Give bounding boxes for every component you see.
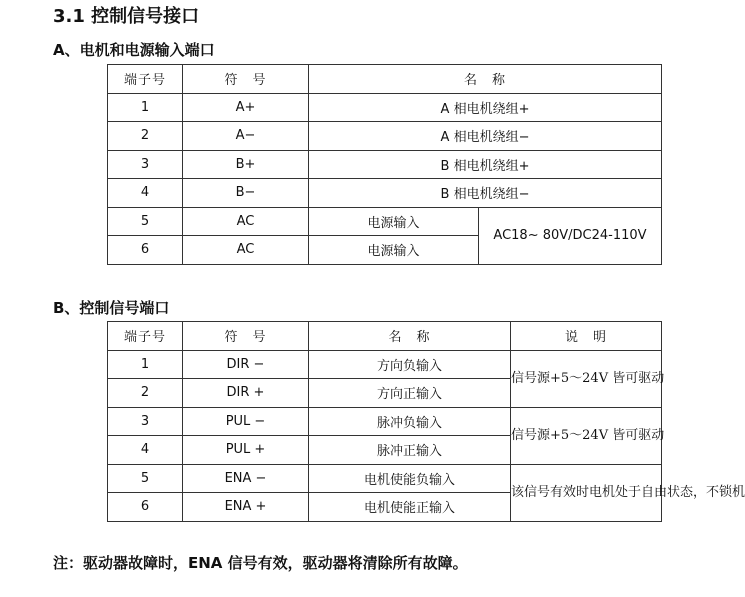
cell-name: 电源输入 <box>309 207 479 236</box>
table-row <box>108 407 662 436</box>
motor-power-port-table <box>107 64 662 265</box>
cell-no: 3 <box>108 150 183 179</box>
header-name: 名 称 <box>309 65 662 94</box>
cell-no: 3 <box>108 407 183 436</box>
table-row <box>108 179 662 208</box>
table-row <box>108 207 662 236</box>
table-row <box>108 93 662 122</box>
cell-name: 方向负输入 <box>309 350 511 379</box>
header-name: 名 称 <box>309 322 511 351</box>
control-signal-port-table <box>107 321 745 522</box>
cell-description: 该信号有效时电机处于自由状态，不锁机 <box>511 464 662 521</box>
cell-name: 电源输入 <box>309 236 479 265</box>
table-header-row <box>108 65 662 94</box>
header-description: 说 明 <box>511 322 662 351</box>
cell-no: 2 <box>108 379 183 408</box>
cell-no: 1 <box>108 93 183 122</box>
cell-symbol: DIR + <box>183 379 309 408</box>
cell-name: 电机使能负输入 <box>309 464 511 493</box>
cell-no: 4 <box>108 436 183 465</box>
cell-name: B 相电机绕组− <box>309 179 662 208</box>
header-terminal-no: 端子号 <box>108 65 183 94</box>
section-b-heading: B、控制信号端口 <box>53 299 170 317</box>
cell-symbol: ENA + <box>183 493 309 522</box>
footer-note: 注：驱动器故障时，ENA 信号有效，驱动器将清除所有故障。 <box>53 554 468 572</box>
power-spec-cell: AC18~ 80V/DC24-110V <box>479 207 662 264</box>
table-row <box>108 464 662 493</box>
cell-name: 电机使能正输入 <box>309 493 511 522</box>
cell-symbol: A+ <box>183 93 309 122</box>
cell-no: 5 <box>108 207 183 236</box>
cell-description: 信号源+5～24V 皆可驱动 <box>511 407 662 464</box>
cell-symbol: AC <box>183 236 309 265</box>
table-row <box>108 350 662 379</box>
cell-symbol: DIR − <box>183 350 309 379</box>
header-terminal-no: 端子号 <box>108 322 183 351</box>
cell-symbol: B+ <box>183 150 309 179</box>
cell-no: 4 <box>108 179 183 208</box>
cell-symbol: ENA − <box>183 464 309 493</box>
cell-no: 5 <box>108 464 183 493</box>
cell-symbol: AC <box>183 207 309 236</box>
cell-name: 脉冲负输入 <box>309 407 511 436</box>
table-row <box>108 150 662 179</box>
cell-name: A 相电机绕组− <box>309 122 662 151</box>
cell-name: 方向正输入 <box>309 379 511 408</box>
cell-description: 信号源+5～24V 皆可驱动 <box>511 350 662 407</box>
cell-symbol: A− <box>183 122 309 151</box>
header-symbol: 符 号 <box>183 65 309 94</box>
header-symbol: 符 号 <box>183 322 309 351</box>
cell-name: A 相电机绕组+ <box>309 93 662 122</box>
section-a-heading: A、电机和电源输入端口 <box>53 41 215 59</box>
cell-symbol: PUL − <box>183 407 309 436</box>
cell-no: 1 <box>108 350 183 379</box>
cell-symbol: PUL + <box>183 436 309 465</box>
cell-no: 6 <box>108 493 183 522</box>
cell-no: 6 <box>108 236 183 265</box>
cell-name: B 相电机绕组+ <box>309 150 662 179</box>
table-header-row <box>108 322 662 351</box>
cell-symbol: B− <box>183 179 309 208</box>
cell-name: 脉冲正输入 <box>309 436 511 465</box>
table-row <box>108 122 662 151</box>
section-title: 3.1 控制信号接口 <box>53 6 200 27</box>
cell-no: 2 <box>108 122 183 151</box>
